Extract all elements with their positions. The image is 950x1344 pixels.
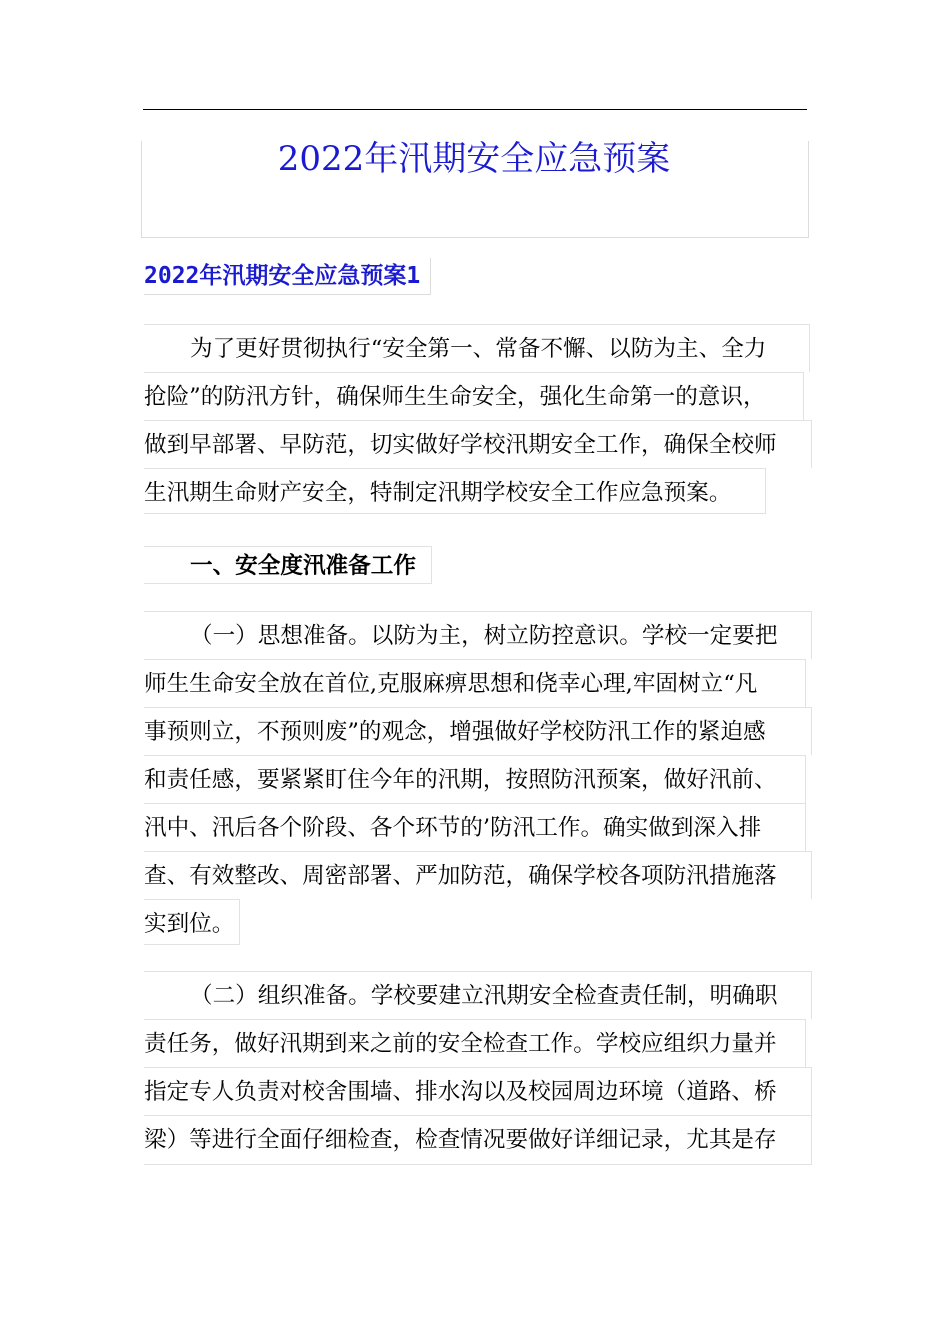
para2-line-4: 梁）等进行全面仔细检查，检查情况要做好详细记录，尤其是存: [144, 1115, 812, 1165]
para1-line-6: 查、有效整改、周密部署、严加防范，确保学校各项防汛措施落: [144, 851, 812, 899]
para2-line-3: 指定专人负责对校舍围墙、排水沟以及校园周边环境（道路、桥: [144, 1067, 812, 1115]
para1-line-5: 汛中、汛后各个阶段、各个环节的’防汛工作。确实做到深入排: [144, 803, 806, 851]
para1-line-1: （一）思想准备。以防为主，树立防控意识。学校一定要把: [144, 611, 812, 659]
intro-line-1: 为了更好贯彻执行“安全第一、常备不懈、以防为主、全力: [144, 324, 810, 372]
header-rule: [143, 109, 807, 110]
intro-line-2: 抢险”的防汛方针，确保师生生命安全，强化生命第一的意识，: [144, 372, 804, 420]
intro-line-3: 做到早部署、早防范，切实做好学校汛期安全工作，确保全校师: [144, 420, 812, 468]
intro-line-4: 生汛期生命财产安全，特制定汛期学校安全工作应急预案。: [144, 468, 766, 514]
para2-line-1: （二）组织准备。学校要建立汛期安全检查责任制，明确职: [144, 971, 812, 1019]
document-subtitle: 2022年汛期安全应急预案1: [144, 258, 431, 295]
section-heading-1: 一、安全度汛准备工作: [144, 546, 432, 584]
document-title: 2022年汛期安全应急预案: [277, 139, 671, 179]
para1-line-4: 和责任感，要紧紧盯住今年的汛期，按照防汛预案，做好汛前、: [144, 755, 806, 803]
para2-line-2: 责任务，做好汛期到来之前的安全检查工作。学校应组织力量并: [144, 1019, 806, 1067]
para1-line-2: 师生生命安全放在首位,克服麻痹思想和侥幸心理,牢固树立“凡: [144, 659, 806, 707]
para1-line-7: 实到位。: [144, 899, 240, 945]
para1-line-3: 事预则立，不预则废”的观念，增强做好学校防汛工作的紧迫感: [144, 707, 812, 755]
